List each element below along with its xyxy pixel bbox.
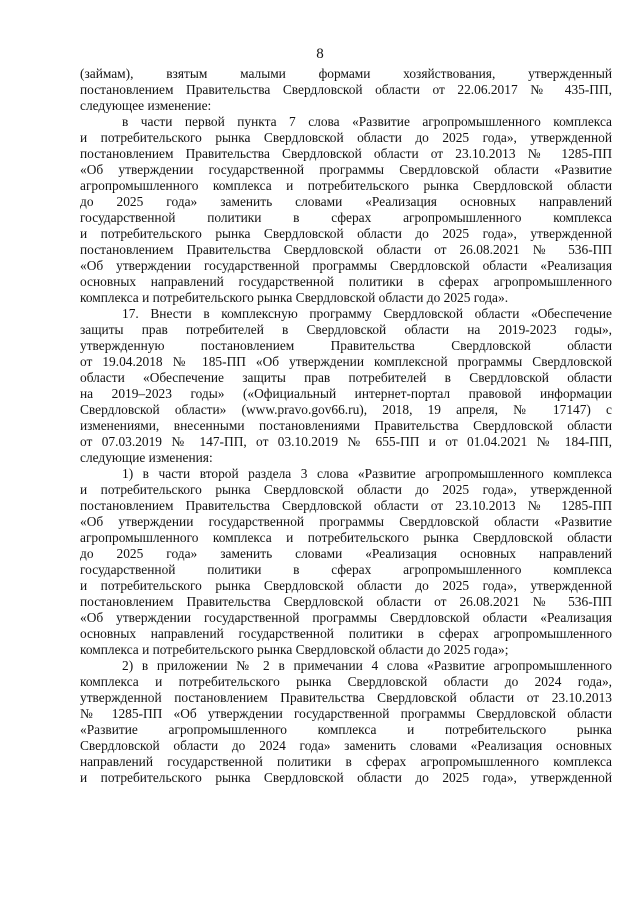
text-line: в части первой пункта 7 слова «Развитие агропромышленного комплекса (122, 114, 612, 129)
text-line: государственной политики в сферах агропромышленного комплекса (80, 562, 612, 577)
text-line: 17. Внести в комплексную программу Свердловской области «Обеспечение (122, 306, 612, 321)
paragraph (80, 114, 612, 306)
page-number: 8 (316, 46, 324, 62)
text-line: комплекса и потребительского рынка Свердловской области до 2025 года»; (80, 642, 509, 657)
text-line: «Об утверждении государственной программы Свердловской области «Развитие (80, 514, 612, 529)
text-line: от 07.03.2019 № 147-ПП, от 03.10.2019 № 655-ПП и от 01.04.2021 № 184-ПП, (80, 434, 612, 449)
text-line: комплекса и потребительского рынка Свердловской области до 2025 года». (80, 290, 509, 305)
text-line: (займам), взятым малыми формами хозяйствования, утвержденный (80, 66, 612, 81)
paragraph (80, 306, 612, 466)
text-line: и потребительского рынка Свердловской области до 2025 года», утвержденной (80, 130, 612, 145)
text-line: постановлением Правительства Свердловской области от 23.10.2013 № 1285-ПП (80, 498, 612, 513)
text-line: и потребительского рынка Свердловской области до 2025 года», утвержденной (80, 770, 612, 785)
text-line: агропромышленного комплекса и потребительского рынка Свердловской области (80, 530, 612, 545)
text-line: и потребительского рынка Свердловской области до 2025 года», утвержденной (80, 482, 612, 497)
text-line: «Об утверждении государственной программы Свердловской области «Реализация (80, 258, 612, 273)
text-line: и потребительского рынка Свердловской области до 2025 года», утвержденной (80, 578, 612, 593)
text-line: Свердловской области» (www.pravo.gov66.ru), 2018, 19 апреля, № 17147) с (80, 402, 612, 417)
paragraph (80, 466, 612, 658)
text-line: до 2025 года» заменить словами «Реализация основных направлений (80, 194, 612, 209)
text-line: следующие изменения: (80, 450, 213, 465)
text-line: постановлением Правительства Свердловской области от 26.08.2021 № 536-ПП (80, 242, 612, 257)
text-line: постановлением Правительства Свердловской области от 22.06.2017 № 435-ПП, (80, 82, 612, 97)
text-line: 1) в части второй раздела 3 слова «Развитие агропромышленного комплекса (122, 466, 612, 481)
text-line: и потребительского рынка Свердловской области до 2025 года», утвержденной (80, 226, 612, 241)
text-line: агропромышленного комплекса и потребительского рынка Свердловской области (80, 178, 612, 193)
text-line: Свердловской области до 2024 года» заменить словами «Реализация основных (80, 738, 612, 753)
paragraph (80, 66, 612, 114)
text-line: изменениями, внесенными постановлениями Правительства Свердловской области (80, 418, 612, 433)
document-body (80, 66, 612, 786)
text-line: «Развитие агропромышленного комплекса и потребительского рынка (80, 722, 612, 737)
text-line: следующее изменение: (80, 98, 212, 113)
text-line: постановлением Правительства Свердловской области от 26.08.2021 № 536-ПП (80, 594, 612, 609)
text-line: основных направлений государственной политики в сферах агропромышленного (80, 274, 612, 289)
text-line: основных направлений государственной политики в сферах агропромышленного (80, 626, 612, 641)
text-line: «Об утверждении государственной программы Свердловской области «Реализация (80, 610, 612, 625)
text-line: на 2019–2023 годы» («Официальный интернет-портал правовой информации (80, 386, 612, 401)
text-line: утвержденной постановлением Правительства Свердловской области от 23.10.2013 (80, 690, 612, 705)
text-line: государственной политики в сферах агропромышленного комплекса (80, 210, 612, 225)
text-line: «Об утверждении государственной программы Свердловской области «Развитие (80, 162, 612, 177)
text-line: комплекса и потребительского рынка Свердловской области до 2024 года», (80, 674, 612, 689)
paragraph (80, 658, 612, 786)
text-line: области «Обеспечение защиты прав потребителей в Свердловской области (80, 370, 612, 385)
text-line: защиты прав потребителей в Свердловской области на 2019-2023 годы», (80, 322, 612, 337)
text-line: 2) в приложении № 2 в примечании 4 слова «Развитие агропромышленного (122, 658, 612, 673)
text-line: до 2025 года» заменить словами «Реализация основных направлений (80, 546, 612, 561)
text-line: от 19.04.2018 № 185-ПП «Об утверждении комплексной программы Свердловской (80, 354, 612, 369)
text-line: направлений государственной политики в сферах агропромышленного комплекса (80, 754, 612, 769)
text-line: постановлением Правительства Свердловской области от 23.10.2013 № 1285-ПП (80, 146, 612, 161)
text-line: утвержденную постановлением Правительства Свердловской области (80, 338, 612, 353)
text-line: № 1285-ПП «Об утверждении государственной программы Свердловской области (80, 706, 612, 721)
